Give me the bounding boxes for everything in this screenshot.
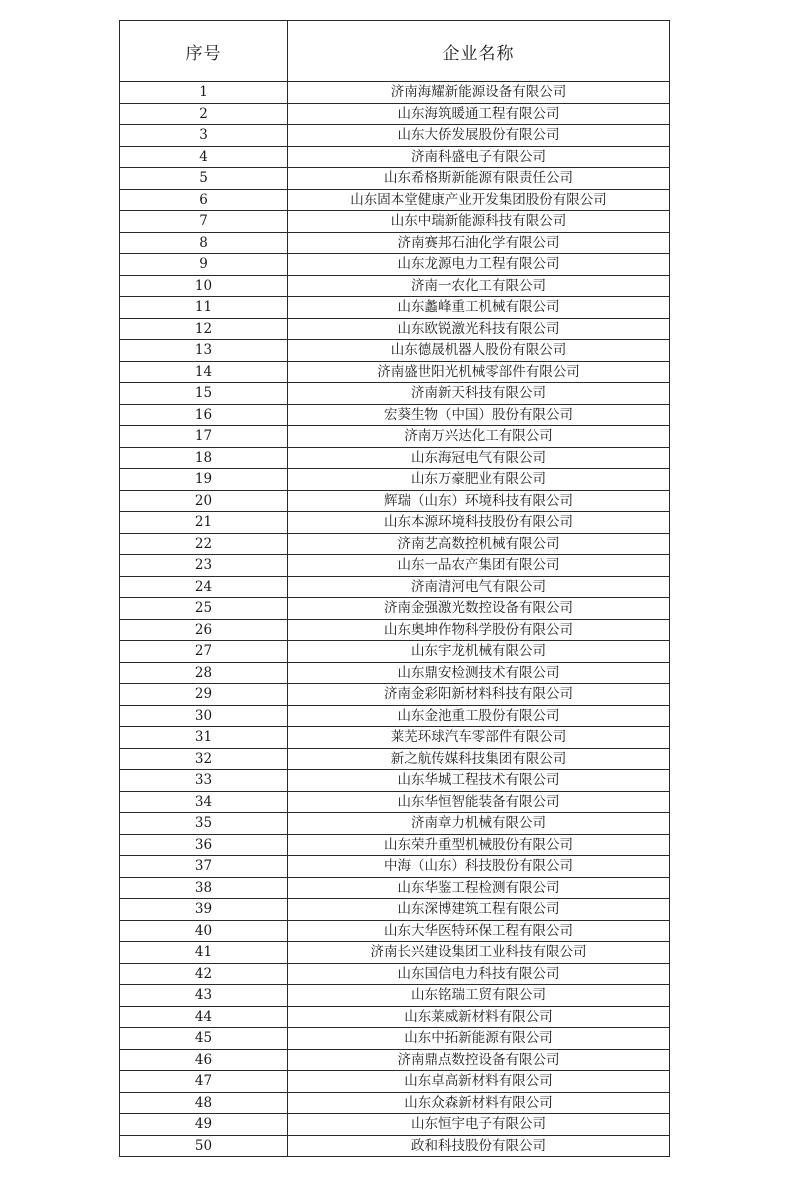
company-name: 莱芜环球汽车零部件有限公司 bbox=[288, 727, 670, 749]
table-row bbox=[120, 447, 670, 469]
row-number: 32 bbox=[120, 748, 288, 770]
company-name: 山东海冠电气有限公司 bbox=[288, 447, 670, 469]
company-name: 山东宇龙机械有限公司 bbox=[288, 641, 670, 663]
row-number: 16 bbox=[120, 404, 288, 426]
row-number: 47 bbox=[120, 1071, 288, 1093]
company-name: 山东鼎安检测技术有限公司 bbox=[288, 662, 670, 684]
table-row bbox=[120, 318, 670, 340]
table-row bbox=[120, 813, 670, 835]
company-name: 山东国信电力科技有限公司 bbox=[288, 963, 670, 985]
row-number: 20 bbox=[120, 490, 288, 512]
row-number: 41 bbox=[120, 942, 288, 964]
row-number: 11 bbox=[120, 297, 288, 319]
row-number: 15 bbox=[120, 383, 288, 405]
row-number: 42 bbox=[120, 963, 288, 985]
table-body bbox=[120, 82, 670, 1157]
row-number: 17 bbox=[120, 426, 288, 448]
row-number: 31 bbox=[120, 727, 288, 749]
table-row bbox=[120, 942, 670, 964]
company-name: 山东大华医特环保工程有限公司 bbox=[288, 920, 670, 942]
table-row bbox=[120, 469, 670, 491]
company-name: 济南赛邦石油化学有限公司 bbox=[288, 232, 670, 254]
company-name: 山东希格斯新能源有限责任公司 bbox=[288, 168, 670, 190]
header-company-name: 企业名称 bbox=[288, 21, 670, 82]
company-name: 济南艺高数控机械有限公司 bbox=[288, 533, 670, 555]
table-row bbox=[120, 662, 670, 684]
table-row bbox=[120, 1006, 670, 1028]
row-number: 21 bbox=[120, 512, 288, 534]
table-row bbox=[120, 125, 670, 147]
company-name: 中海（山东）科技股份有限公司 bbox=[288, 856, 670, 878]
table-row bbox=[120, 297, 670, 319]
row-number: 43 bbox=[120, 985, 288, 1007]
table-row bbox=[120, 82, 670, 104]
table-row bbox=[120, 361, 670, 383]
row-number: 5 bbox=[120, 168, 288, 190]
company-name: 济南清河电气有限公司 bbox=[288, 576, 670, 598]
row-number: 3 bbox=[120, 125, 288, 147]
table-row bbox=[120, 254, 670, 276]
table-row bbox=[120, 856, 670, 878]
table-row bbox=[120, 340, 670, 362]
table-row bbox=[120, 512, 670, 534]
company-name: 山东海筑暖通工程有限公司 bbox=[288, 103, 670, 125]
row-number: 39 bbox=[120, 899, 288, 921]
table-row bbox=[120, 985, 670, 1007]
row-number: 9 bbox=[120, 254, 288, 276]
table-row bbox=[120, 705, 670, 727]
row-number: 37 bbox=[120, 856, 288, 878]
company-name: 山东龙源电力工程有限公司 bbox=[288, 254, 670, 276]
table-row bbox=[120, 899, 670, 921]
company-name: 山东奥坤作物科学股份有限公司 bbox=[288, 619, 670, 641]
company-name: 山东中拓新能源有限公司 bbox=[288, 1028, 670, 1050]
table-header bbox=[120, 21, 670, 82]
row-number: 50 bbox=[120, 1135, 288, 1157]
company-name: 济南海耀新能源设备有限公司 bbox=[288, 82, 670, 104]
table-row bbox=[120, 619, 670, 641]
company-name: 山东深博建筑工程有限公司 bbox=[288, 899, 670, 921]
table-row bbox=[120, 1071, 670, 1093]
company-name: 山东众森新材料有限公司 bbox=[288, 1092, 670, 1114]
row-number: 34 bbox=[120, 791, 288, 813]
company-name: 新之航传媒科技集团有限公司 bbox=[288, 748, 670, 770]
table-row bbox=[120, 103, 670, 125]
company-name: 山东卓高新材料有限公司 bbox=[288, 1071, 670, 1093]
table-row bbox=[120, 748, 670, 770]
table-row bbox=[120, 146, 670, 168]
company-name: 山东中瑞新能源科技有限公司 bbox=[288, 211, 670, 233]
company-name: 山东欧锐激光科技有限公司 bbox=[288, 318, 670, 340]
company-name: 山东固本堂健康产业开发集团股份有限公司 bbox=[288, 189, 670, 211]
header-number: 序号 bbox=[120, 21, 288, 82]
table-row bbox=[120, 211, 670, 233]
row-number: 33 bbox=[120, 770, 288, 792]
table-row bbox=[120, 1049, 670, 1071]
row-number: 1 bbox=[120, 82, 288, 104]
table-row bbox=[120, 641, 670, 663]
company-name: 山东华城工程技术有限公司 bbox=[288, 770, 670, 792]
company-name: 政和科技股份有限公司 bbox=[288, 1135, 670, 1157]
row-number: 25 bbox=[120, 598, 288, 620]
company-name: 山东恒宇电子有限公司 bbox=[288, 1114, 670, 1136]
company-name: 山东华恒智能装备有限公司 bbox=[288, 791, 670, 813]
row-number: 22 bbox=[120, 533, 288, 555]
table-row bbox=[120, 555, 670, 577]
table-row bbox=[120, 275, 670, 297]
company-name: 山东荣升重型机械股份有限公司 bbox=[288, 834, 670, 856]
row-number: 27 bbox=[120, 641, 288, 663]
company-name: 辉瑞（山东）环境科技有限公司 bbox=[288, 490, 670, 512]
row-number: 26 bbox=[120, 619, 288, 641]
row-number: 8 bbox=[120, 232, 288, 254]
company-name: 山东一品农产集团有限公司 bbox=[288, 555, 670, 577]
table-row bbox=[120, 1028, 670, 1050]
table-row bbox=[120, 920, 670, 942]
company-name: 山东莱威新材料有限公司 bbox=[288, 1006, 670, 1028]
row-number: 19 bbox=[120, 469, 288, 491]
table-row bbox=[120, 1135, 670, 1157]
row-number: 10 bbox=[120, 275, 288, 297]
row-number: 35 bbox=[120, 813, 288, 835]
table-row bbox=[120, 834, 670, 856]
row-number: 18 bbox=[120, 447, 288, 469]
company-list-table bbox=[119, 20, 670, 1157]
table-row bbox=[120, 791, 670, 813]
table-row bbox=[120, 684, 670, 706]
company-name: 济南新天科技有限公司 bbox=[288, 383, 670, 405]
row-number: 36 bbox=[120, 834, 288, 856]
row-number: 40 bbox=[120, 920, 288, 942]
table-row bbox=[120, 598, 670, 620]
row-number: 49 bbox=[120, 1114, 288, 1136]
company-name: 山东华鉴工程检测有限公司 bbox=[288, 877, 670, 899]
table-row bbox=[120, 576, 670, 598]
row-number: 2 bbox=[120, 103, 288, 125]
row-number: 45 bbox=[120, 1028, 288, 1050]
table-row bbox=[120, 168, 670, 190]
table-row bbox=[120, 426, 670, 448]
company-name: 宏葵生物（中国）股份有限公司 bbox=[288, 404, 670, 426]
row-number: 38 bbox=[120, 877, 288, 899]
row-number: 30 bbox=[120, 705, 288, 727]
company-name: 山东金池重工股份有限公司 bbox=[288, 705, 670, 727]
header-row bbox=[120, 21, 670, 82]
table-row bbox=[120, 770, 670, 792]
table-row bbox=[120, 490, 670, 512]
company-name: 济南科盛电子有限公司 bbox=[288, 146, 670, 168]
row-number: 6 bbox=[120, 189, 288, 211]
row-number: 48 bbox=[120, 1092, 288, 1114]
company-name: 济南一农化工有限公司 bbox=[288, 275, 670, 297]
company-name: 济南金强激光数控设备有限公司 bbox=[288, 598, 670, 620]
table-row bbox=[120, 189, 670, 211]
row-number: 14 bbox=[120, 361, 288, 383]
company-name: 济南长兴建设集团工业科技有限公司 bbox=[288, 942, 670, 964]
table-row bbox=[120, 232, 670, 254]
row-number: 44 bbox=[120, 1006, 288, 1028]
row-number: 13 bbox=[120, 340, 288, 362]
row-number: 28 bbox=[120, 662, 288, 684]
company-name: 济南金彩阳新材料科技有限公司 bbox=[288, 684, 670, 706]
company-name: 山东德晟机器人股份有限公司 bbox=[288, 340, 670, 362]
row-number: 24 bbox=[120, 576, 288, 598]
company-name: 山东万豪肥业有限公司 bbox=[288, 469, 670, 491]
row-number: 29 bbox=[120, 684, 288, 706]
table-row bbox=[120, 383, 670, 405]
row-number: 7 bbox=[120, 211, 288, 233]
row-number: 4 bbox=[120, 146, 288, 168]
table-row bbox=[120, 1114, 670, 1136]
document-page bbox=[119, 20, 669, 1157]
table-row bbox=[120, 963, 670, 985]
table-row bbox=[120, 404, 670, 426]
row-number: 46 bbox=[120, 1049, 288, 1071]
table-row bbox=[120, 727, 670, 749]
company-name: 济南章力机械有限公司 bbox=[288, 813, 670, 835]
company-name: 山东铭瑞工贸有限公司 bbox=[288, 985, 670, 1007]
company-name: 山东蠡峰重工机械有限公司 bbox=[288, 297, 670, 319]
table-row bbox=[120, 877, 670, 899]
company-name: 济南鼎点数控设备有限公司 bbox=[288, 1049, 670, 1071]
company-name: 山东大侨发展股份有限公司 bbox=[288, 125, 670, 147]
company-name: 济南盛世阳光机械零部件有限公司 bbox=[288, 361, 670, 383]
table-row bbox=[120, 533, 670, 555]
table-row bbox=[120, 1092, 670, 1114]
row-number: 12 bbox=[120, 318, 288, 340]
row-number: 23 bbox=[120, 555, 288, 577]
company-name: 济南万兴达化工有限公司 bbox=[288, 426, 670, 448]
company-name: 山东本源环境科技股份有限公司 bbox=[288, 512, 670, 534]
